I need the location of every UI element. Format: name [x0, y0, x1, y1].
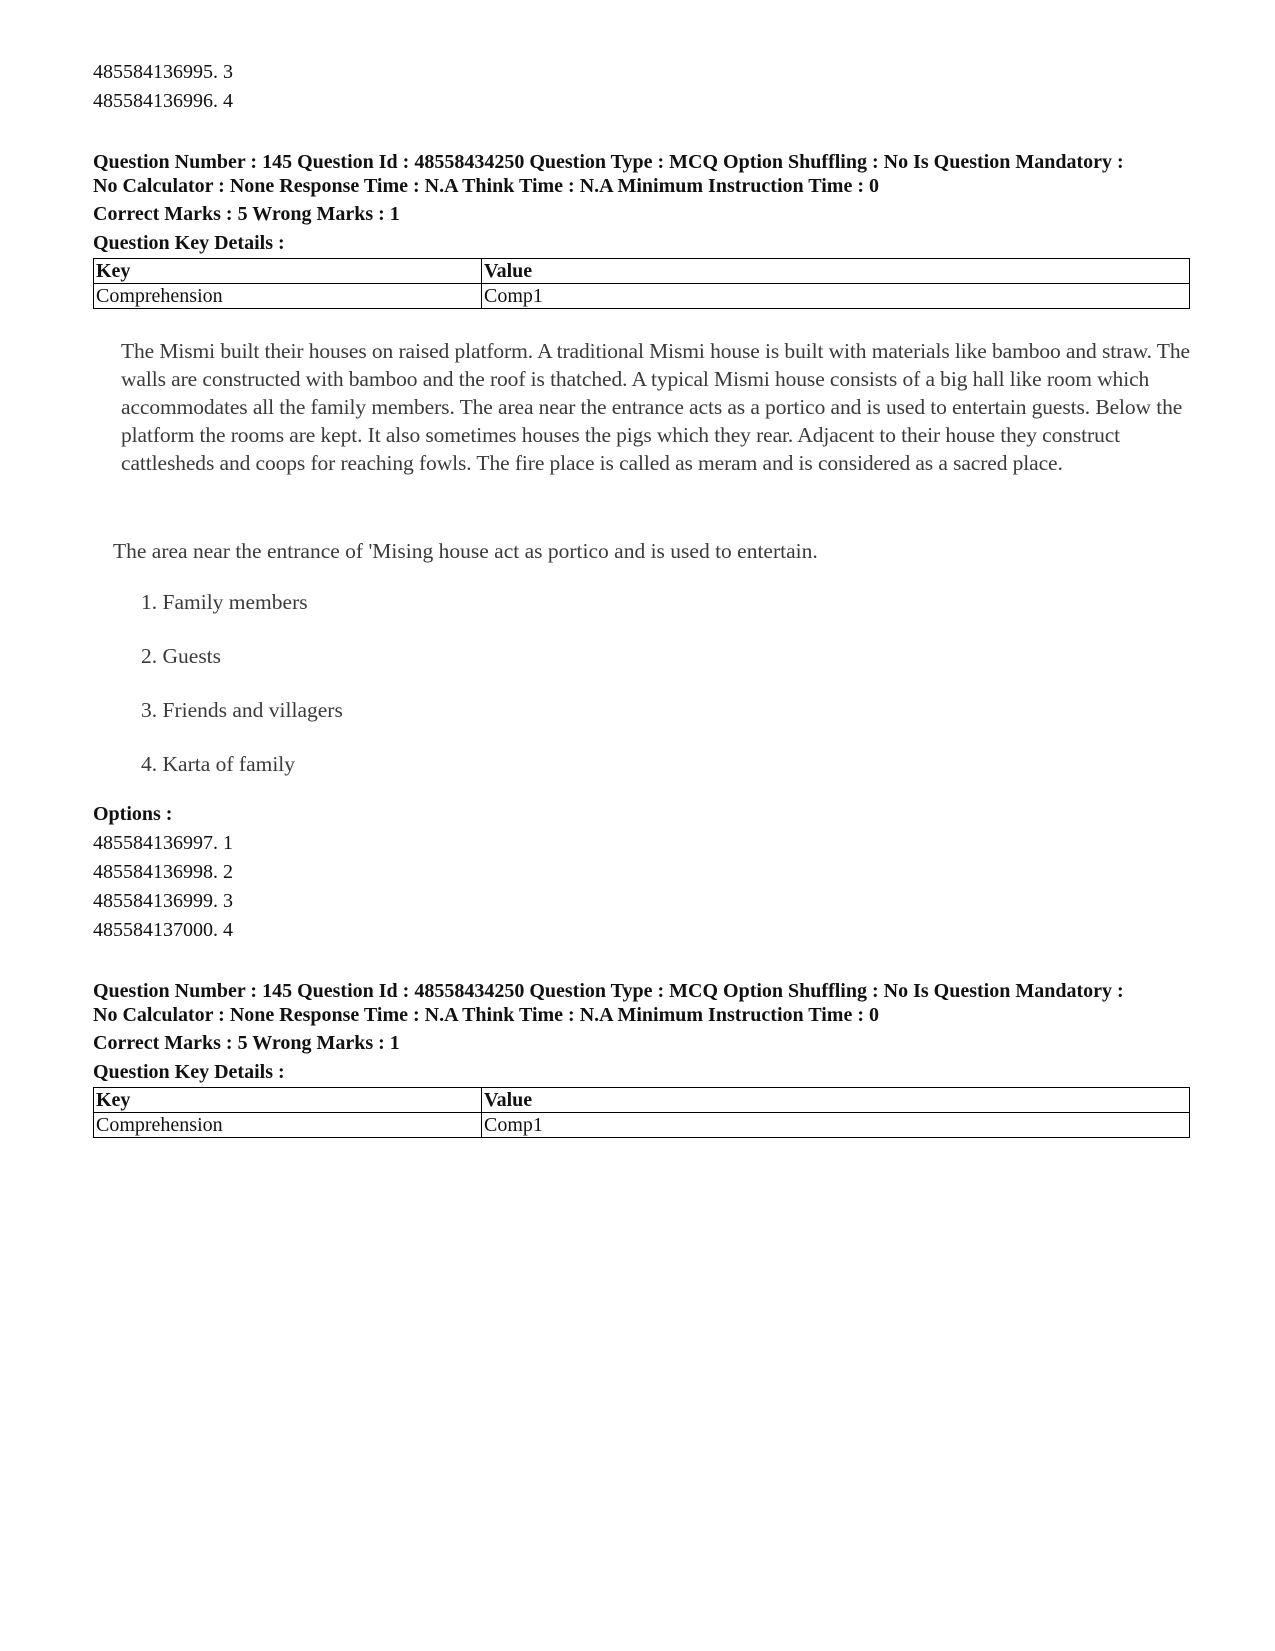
- option-line: 485584136996. 4: [93, 90, 233, 112]
- option-line: 485584136998. 2: [93, 861, 233, 883]
- table-header-value: Value: [482, 259, 1190, 284]
- option-line: 485584136997. 1: [93, 832, 233, 854]
- table-row: [94, 284, 1190, 309]
- question-header-line2: No Calculator : None Response Time : N.A Think Time : N.A Minimum Instruction Time : 0: [93, 1004, 879, 1026]
- question-stem: The area near the entrance of 'Mising house act as portico and is used to entertain.: [113, 539, 818, 563]
- choice-item: 4. Karta of family: [141, 752, 296, 776]
- table-cell-key: Comprehension: [94, 1113, 482, 1138]
- document-page: [93, 58, 1190, 1138]
- answer-choices: [141, 588, 1190, 778]
- comprehension-passage: The Mismi built their houses on raised platform. A traditional Mismi house is built with materials like bamboo and straw. The walls are constructed with bamboo and the roof is thatched. A typical Mismi house consists of a big hall like room which accommodates all the family members. The area near the entrance acts as a portico and is used to entertain guests. Below the platform the rooms are kept. It also sometimes houses the pigs which they rear. Adjacent to their house they construct cattlesheds and coops for reaching fowls. The fire place is called as meram and is considered as a sacred place.: [121, 339, 1190, 475]
- key-details-table: [93, 1087, 1190, 1138]
- question-header-line1: Question Number : 145 Question Id : 48558434250 Question Type : MCQ Option Shuffling : No Is Question Mandatory :: [93, 980, 1124, 1002]
- option-line: 485584136999. 3: [93, 890, 233, 912]
- choice-item: 2. Guests: [141, 644, 222, 668]
- options-label: Options :: [93, 803, 173, 825]
- table-header-key: Key: [94, 1088, 482, 1113]
- key-details-label: Question Key Details :: [93, 1061, 285, 1083]
- table-header-value: Value: [482, 1088, 1190, 1113]
- marks-line: Correct Marks : 5 Wrong Marks : 1: [93, 203, 400, 225]
- table-header-row: [94, 1088, 1190, 1113]
- option-line: 485584136995. 3: [93, 61, 233, 83]
- key-details-table: [93, 258, 1190, 309]
- table-cell-value: Comp1: [482, 284, 1190, 309]
- option-line: 485584137000. 4: [93, 919, 233, 941]
- question-header-line1: Question Number : 145 Question Id : 48558434250 Question Type : MCQ Option Shuffling : No Is Question Mandatory :: [93, 151, 1124, 173]
- question-block: [93, 150, 1190, 309]
- table-cell-value: Comp1: [482, 1113, 1190, 1138]
- choice-item: 3. Friends and villagers: [141, 698, 343, 722]
- table-header-row: [94, 259, 1190, 284]
- question-header-line2: No Calculator : None Response Time : N.A Think Time : N.A Minimum Instruction Time : 0: [93, 175, 879, 197]
- key-details-label: Question Key Details :: [93, 232, 285, 254]
- top-options-list: [93, 58, 1190, 116]
- question-block: [93, 979, 1190, 1138]
- table-row: [94, 1113, 1190, 1138]
- marks-line: Correct Marks : 5 Wrong Marks : 1: [93, 1032, 400, 1054]
- table-header-key: Key: [94, 259, 482, 284]
- options-list: [93, 829, 1190, 945]
- choice-item: 1. Family members: [141, 590, 308, 614]
- table-cell-key: Comprehension: [94, 284, 482, 309]
